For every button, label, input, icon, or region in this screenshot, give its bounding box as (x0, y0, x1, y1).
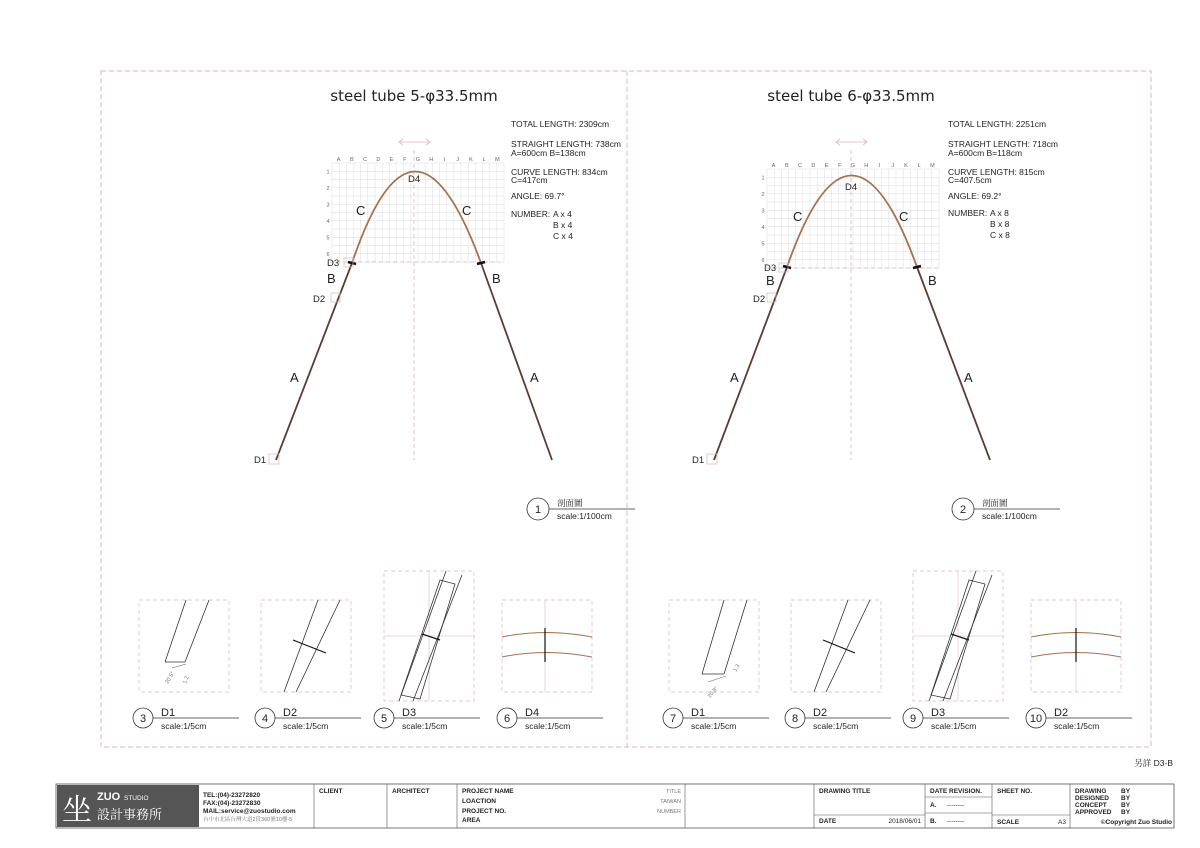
panel-1-label-c-left: C (356, 203, 366, 218)
panel-1-number-a: A x 4 (553, 209, 572, 219)
detail-5-drawing (384, 571, 474, 701)
panel-1-label-b-right: B (492, 271, 501, 286)
panel-2-grid-letter: L (917, 163, 921, 169)
panel-1-straight-length: STRAIGHT LENGTH: 738cm (511, 139, 621, 149)
detail-6-scale: scale:1/5cm (525, 721, 571, 731)
project-no-label: PROJECT NO. (462, 808, 507, 815)
panel-2-number-a: A x 8 (990, 208, 1009, 218)
panel-1-label-d3: D3 (327, 258, 340, 269)
panel-1-section-title: 剖面圖 (557, 498, 583, 508)
panel-1-grid-letter: H (429, 157, 434, 163)
panel-2-joint-mark-left (783, 266, 791, 268)
panel-1-grid-number: 4 (326, 218, 330, 225)
panel-2-section-caption (952, 498, 1060, 521)
detail-8-number: 8 (791, 713, 799, 725)
concept-by-by: BY (1121, 802, 1131, 809)
panel-1-grid (326, 157, 504, 262)
panel-1-grid-letter: G (415, 157, 421, 163)
panel-2-number-b: B x 8 (990, 219, 1010, 229)
panel-1-section-scale: scale:1/100cm (557, 511, 612, 521)
area-label: AREA (462, 817, 481, 824)
panel-1-grid-number: 5 (326, 235, 330, 242)
detail-9-scale: scale:1/5cm (931, 721, 977, 731)
panel-2-tube-a-right (917, 267, 990, 460)
detail-4-scale: scale:1/5cm (283, 721, 329, 731)
rev-b-value: -------- (947, 818, 965, 825)
detail-8-name: D2 (813, 707, 828, 719)
detail-3-dim-angle: 20.5° (164, 670, 177, 685)
detail-4-number: 4 (261, 713, 269, 725)
panel-1-grid-letter: J (456, 157, 460, 163)
panel-2-label-a-right: A (964, 370, 973, 385)
detail-9-drawing (913, 571, 1003, 701)
detail-10-name: D2 (1054, 707, 1069, 719)
panel-1-label-c-right: C (462, 203, 472, 218)
title-small: TITLE (666, 789, 681, 795)
panel-1-angle: ANGLE: 69.7° (511, 191, 565, 201)
date-label: DATE (819, 818, 837, 825)
panel-1-label-d2: D2 (313, 294, 326, 305)
panel-2-grid-letter: K (904, 163, 908, 169)
detail-3-dim-len: 1.2 (182, 675, 191, 685)
panel-2-joint-mark-right (913, 266, 921, 268)
details-row (133, 571, 1132, 731)
panel-1-tube-a-right (481, 263, 552, 460)
contact-tel: TEL:(04)-23272820 (203, 792, 261, 799)
panel-2-grid-number: 4 (761, 224, 765, 231)
panel-1-section-no: 1 (534, 504, 542, 516)
detail-9-number: 9 (909, 713, 917, 725)
panel-1-number-b: B x 4 (553, 220, 573, 230)
detail-7-name: D1 (691, 707, 706, 719)
panel-1-grid-letter: C (363, 157, 368, 163)
panel-1-number-label: NUMBER: (511, 209, 551, 219)
designed-by-label: DESIGNED (1075, 795, 1109, 802)
approved-by-by: BY (1121, 809, 1131, 816)
panel-1-tube-a-left (276, 263, 352, 460)
sheet-reference: 另詳 D3-B (1134, 758, 1173, 768)
panel-2-grid-letter: M (930, 163, 935, 169)
detail-3-scale: scale:1/5cm (161, 721, 207, 731)
detail-8-drawing (791, 600, 881, 692)
panel-2-section-title: 剖面圖 (982, 498, 1008, 508)
panel-2-grid-letter: B (785, 163, 789, 169)
detail-5-name: D3 (402, 707, 417, 719)
detail-10-number: 10 (1029, 713, 1043, 725)
panel-2-total-length: TOTAL LENGTH: 2251cm (948, 119, 1047, 129)
panel-2-straight-length: STRAIGHT LENGTH: 718cm (948, 139, 1058, 149)
detail-6-name: D4 (525, 707, 540, 719)
panel-1-curve-length: CURVE LENGTH: 834cm (511, 167, 608, 177)
panel-2-label-a-left: A (730, 370, 739, 385)
panel-2-label-d4: D4 (845, 182, 858, 193)
panel-1-grid-number: 2 (326, 185, 330, 192)
detail-10-scale: scale:1/5cm (1054, 721, 1100, 731)
panel-1 (254, 87, 635, 521)
panel-2-section-no: 2 (959, 504, 967, 516)
drawing-by-by: BY (1121, 788, 1131, 795)
detail-7-drawing (669, 600, 759, 699)
panel-2-title: steel tube 6-φ33.5mm (767, 87, 935, 105)
panel-2-grid-number: 3 (761, 208, 765, 215)
contact-fax: FAX:(04)-23272830 (203, 800, 261, 807)
detail-3-drawing (139, 600, 229, 692)
panel-1-grid-number: 1 (326, 169, 330, 176)
panel-1-label-b-left: B (327, 271, 336, 286)
logo-cn: 設計事務所 (97, 808, 163, 823)
panel-1-number-c: C x 4 (553, 231, 573, 241)
panel-1-label-d4: D4 (408, 174, 421, 185)
panel-2-grid-letter: F (838, 163, 842, 169)
panel-2-label-d3: D3 (764, 263, 777, 274)
scale-value: A3 (1058, 819, 1066, 826)
detail-4-name: D2 (283, 707, 298, 719)
panel-1-label-d1: D1 (254, 455, 267, 466)
panel-1-total-length: TOTAL LENGTH: 2309cm (511, 119, 610, 129)
panel-2-grid-number: 1 (761, 175, 765, 182)
detail-7-dim-angle: 20.8° (706, 685, 720, 700)
panel-1-grid-letter: K (469, 157, 473, 163)
panel-1-grid-number: 3 (326, 202, 330, 209)
date-value: 2018/06/01 (888, 818, 921, 825)
location-label: LOACTION (462, 798, 496, 805)
panel-2-label-c-right: C (899, 209, 909, 224)
panel-2-arrow-icon (836, 139, 867, 145)
panel-2 (692, 87, 1060, 521)
panel-2-angle: ANGLE: 69.2° (948, 191, 1002, 201)
architect-label: ARCHITECT (392, 788, 430, 795)
project-name-label: PROJECT NAME (462, 788, 514, 795)
detail-5-scale: scale:1/5cm (402, 721, 448, 731)
panel-2-number-c: C x 8 (990, 230, 1010, 240)
panel-1-label-a-left: A (290, 370, 299, 385)
detail-3-number: 3 (139, 713, 147, 725)
panel-1-grid-letter: L (482, 157, 486, 163)
rev-a-label: A. (930, 802, 937, 809)
drawing-by-label: DRAWING (1075, 788, 1107, 795)
panel-2-grid-number: 5 (761, 241, 765, 248)
panel-2-grid-number: 6 (761, 257, 765, 264)
panel-1-grid-letter: F (403, 157, 407, 163)
panel-2-number-label: NUMBER: (948, 208, 988, 218)
panel-2-label-b-left: B (766, 273, 775, 288)
sheet-no-label: SHEET NO. (997, 788, 1033, 795)
designed-by-by: BY (1121, 795, 1131, 802)
panel-2-grid-number: 2 (761, 191, 765, 198)
contact-mail: MAIL:service@zuostudio.com (203, 808, 296, 815)
drawing-title-label: DRAWING TITLE (819, 788, 871, 795)
taiwan-small: TAIWAN (660, 799, 681, 805)
panel-1-grid-letter: A (336, 157, 341, 163)
title-block (56, 784, 1174, 828)
number-small: NUMBER (657, 809, 681, 815)
panel-2-curve-detail: C=407.5cm (948, 175, 992, 185)
panel-1-grid-letter: E (389, 157, 394, 163)
panel-1-straight-detail: A=600cm B=138cm (511, 148, 586, 158)
panel-2-label-b-right: B (928, 273, 937, 288)
panel-1-grid-letter: B (350, 157, 354, 163)
panel-2-info (948, 119, 1058, 240)
panel-2-grid-letter: A (771, 163, 776, 169)
panel-1-grid-letter: M (495, 157, 500, 163)
panel-1-arrow-icon (399, 139, 430, 145)
detail-6-number: 6 (503, 713, 511, 725)
panel-1-title: steel tube 5-φ33.5mm (330, 87, 498, 105)
detail-6-drawing (502, 600, 592, 692)
detail-9-name: D3 (931, 707, 946, 719)
panel-1-grid-letter: D (376, 157, 381, 163)
rev-b-label: B. (930, 818, 937, 825)
panel-2-tube (714, 176, 990, 461)
detail-8-scale: scale:1/5cm (813, 721, 859, 731)
panel-1-section-caption (527, 498, 635, 521)
panel-2-straight-detail: A=600cm B=118cm (948, 148, 1023, 158)
panel-2-grid-letter: I (878, 163, 881, 169)
panel-2-grid-letter: J (891, 163, 895, 169)
panel-1-curve-detail: C=417cm (511, 175, 548, 185)
panel-1-grid-number: 6 (326, 251, 330, 258)
client-label: CLIENT (319, 788, 343, 795)
panel-2-grid-letter: E (824, 163, 829, 169)
panel-1-info (511, 119, 621, 241)
logo-char: 坐 (62, 793, 92, 828)
detail-3-name: D1 (161, 707, 176, 719)
concept-by-label: CONCEPT (1075, 802, 1107, 809)
detail-10-drawing (1031, 600, 1121, 692)
approved-by-label: APPROVED (1075, 809, 1112, 816)
logo-zuo: ZUO (97, 791, 121, 803)
copyright: ©Copyright Zuo Studio (1100, 819, 1172, 826)
panel-2-grid-letter: H (864, 163, 869, 169)
panel-2-grid-letter: D (811, 163, 816, 169)
panel-2-label-d1: D1 (692, 455, 705, 466)
detail-captions (133, 707, 1132, 731)
panel-2-grid-letter: C (798, 163, 803, 169)
panel-2-label-c-left: C (793, 209, 803, 224)
panel-2-section-scale: scale:1/100cm (982, 511, 1037, 521)
rev-a-value: -------- (947, 802, 965, 809)
panel-1-grid-letter: I (443, 157, 446, 163)
panel-2-label-d2: D2 (753, 294, 766, 305)
panel-2-grid-letter: G (850, 163, 856, 169)
panel-2-curve-length: CURVE LENGTH: 815cm (948, 167, 1045, 177)
detail-7-number: 7 (669, 713, 677, 725)
detail-7-scale: scale:1/5cm (691, 721, 737, 731)
scale-label: SCALE (997, 819, 1020, 826)
date-revision-label: DATE REVISION. (930, 788, 982, 795)
logo-studio: STUDIO (124, 795, 149, 802)
detail-4-drawing (261, 600, 351, 692)
detail-7-dim-len: 1.3 (732, 663, 742, 673)
contact-address: 台中市北區台灣大道2段360號10樓-5 (203, 817, 293, 823)
detail-5-number: 5 (380, 713, 388, 725)
panel-1-label-a-right: A (530, 370, 539, 385)
